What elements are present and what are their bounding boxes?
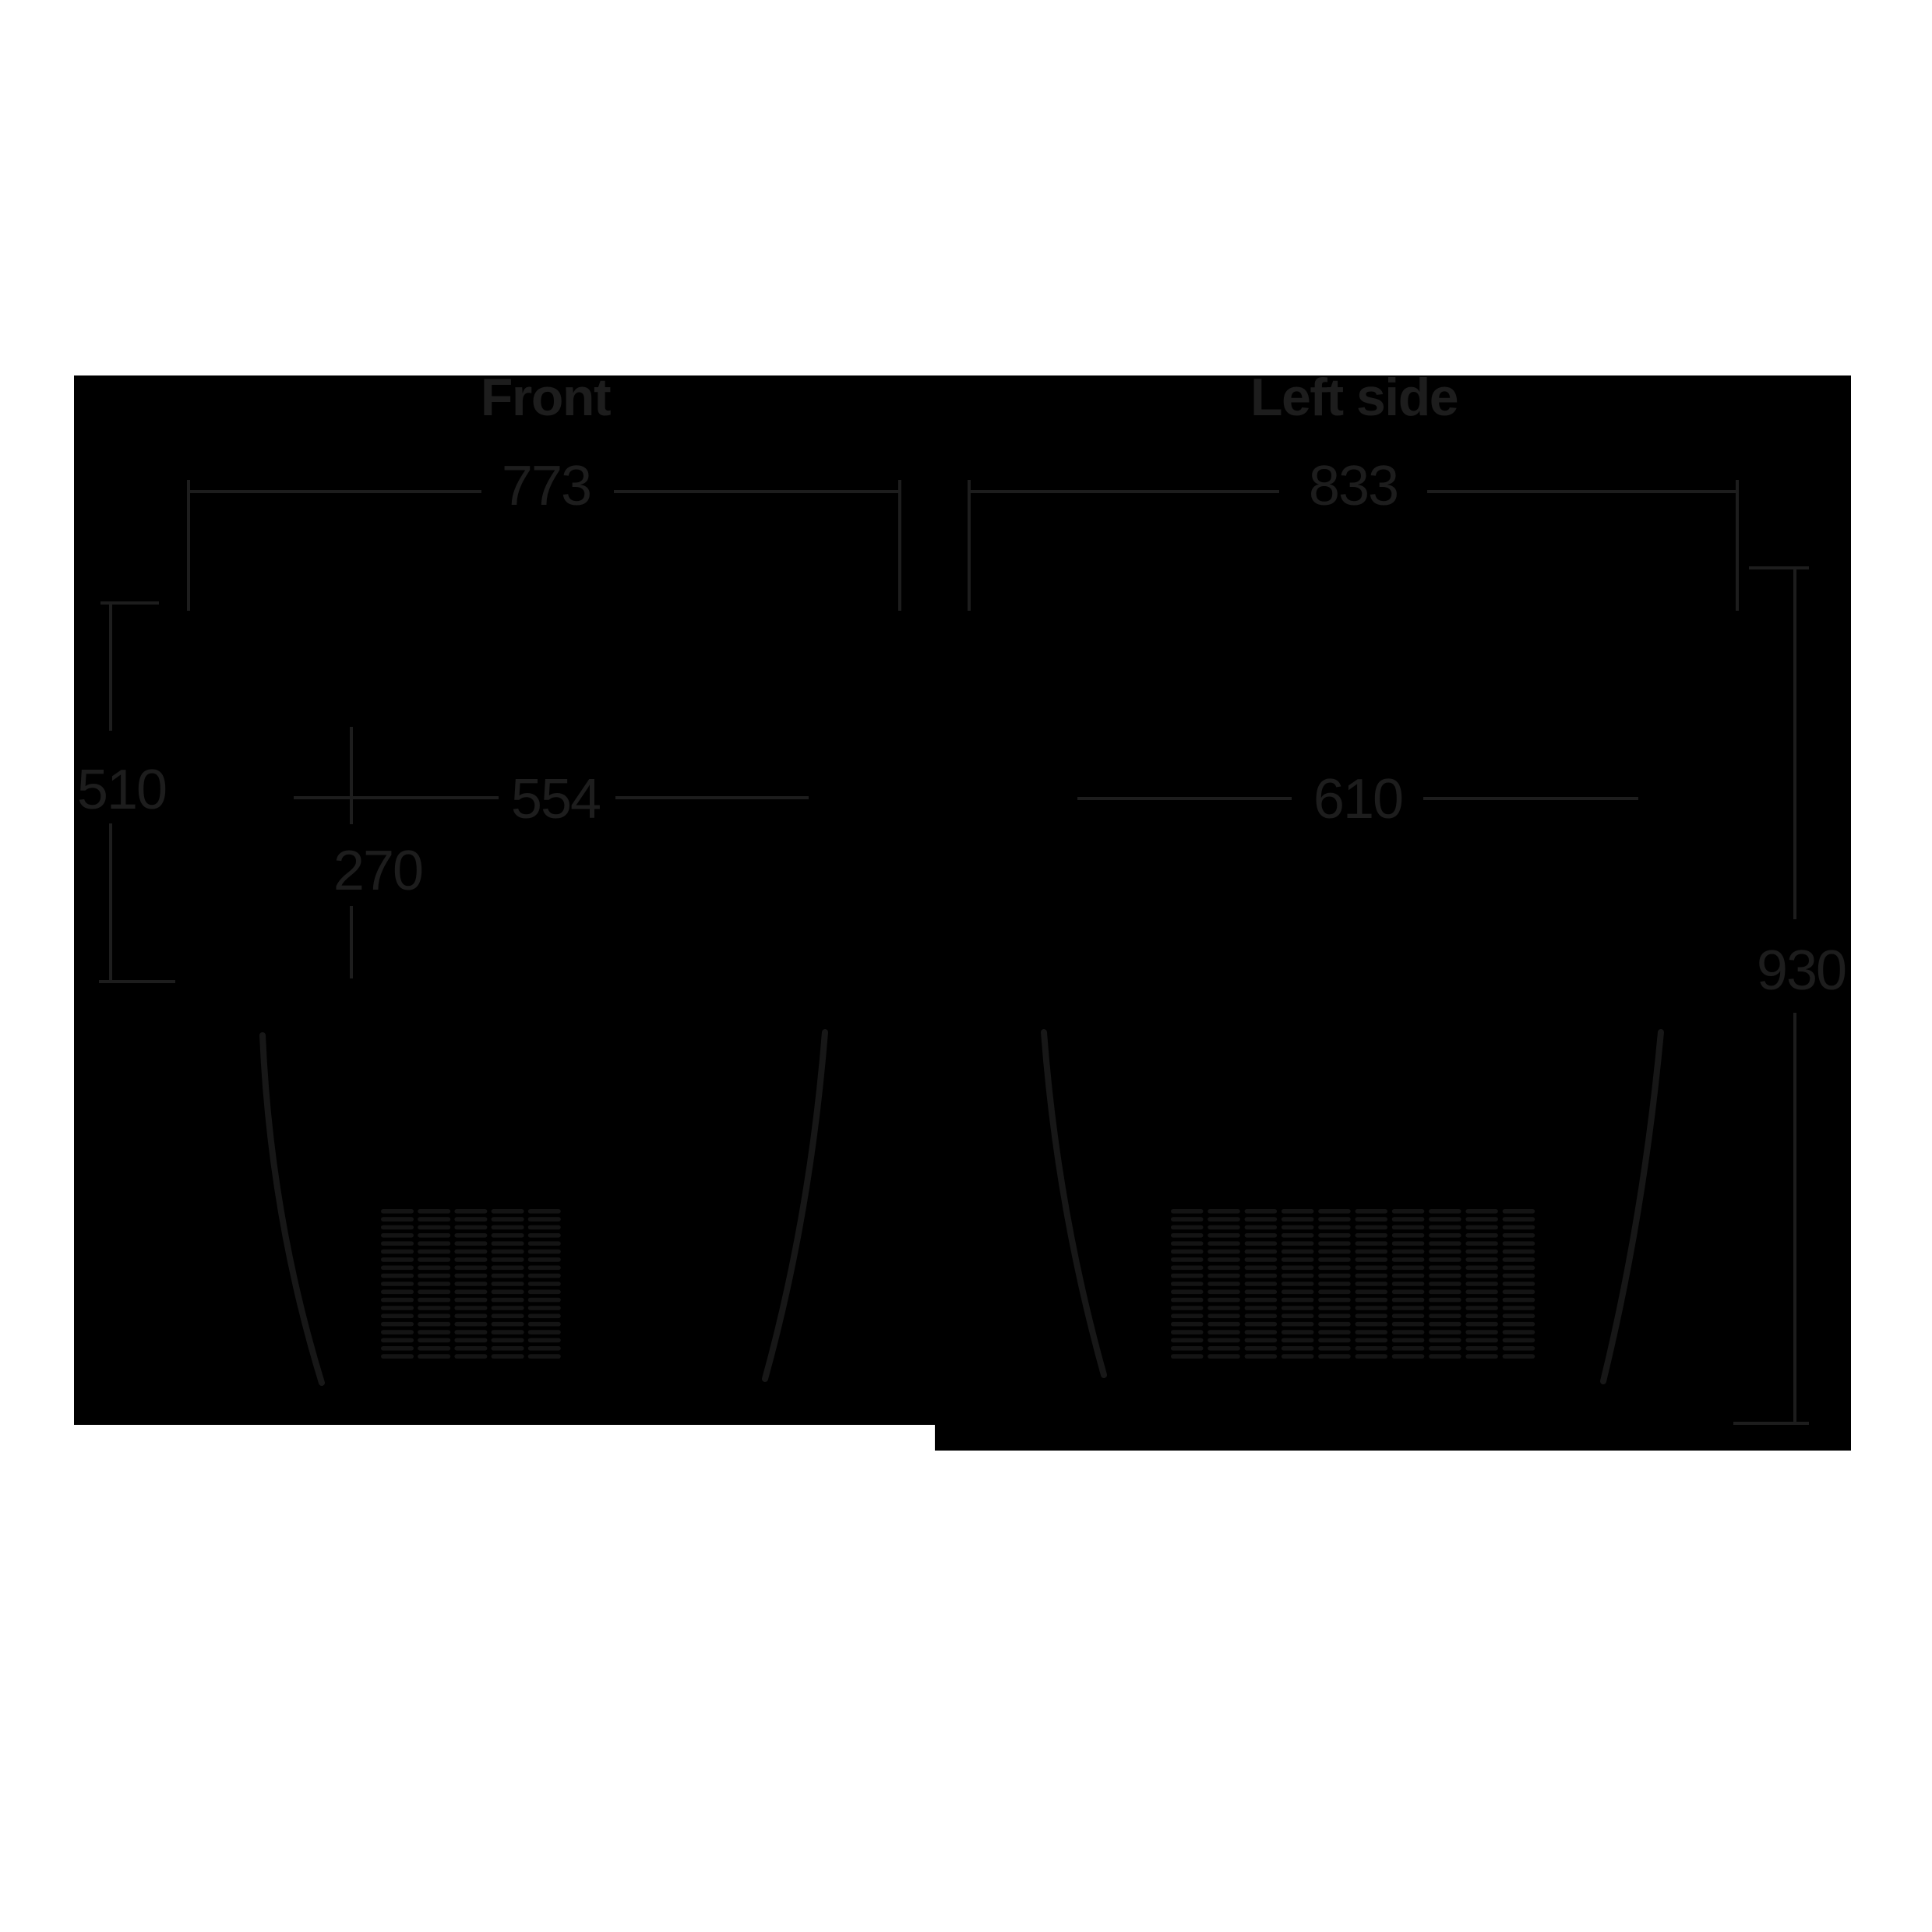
side-overall-depth-dimension: 833 <box>1308 455 1398 517</box>
front-overall-width-dimension: 773 <box>501 455 591 517</box>
left-side-view-panel <box>935 375 1851 1451</box>
left-side-view-title: Left side <box>1250 368 1458 427</box>
front-view-title: Front <box>480 368 611 427</box>
side-inner-depth-dimension: 610 <box>1313 768 1403 830</box>
front-upper-height-dimension: 510 <box>76 759 167 821</box>
front-offset-dimension: 270 <box>333 840 423 902</box>
front-view-panel <box>74 375 935 1425</box>
front-inner-width-dimension: 554 <box>510 768 601 830</box>
side-overall-height-dimension: 930 <box>1756 940 1846 1002</box>
